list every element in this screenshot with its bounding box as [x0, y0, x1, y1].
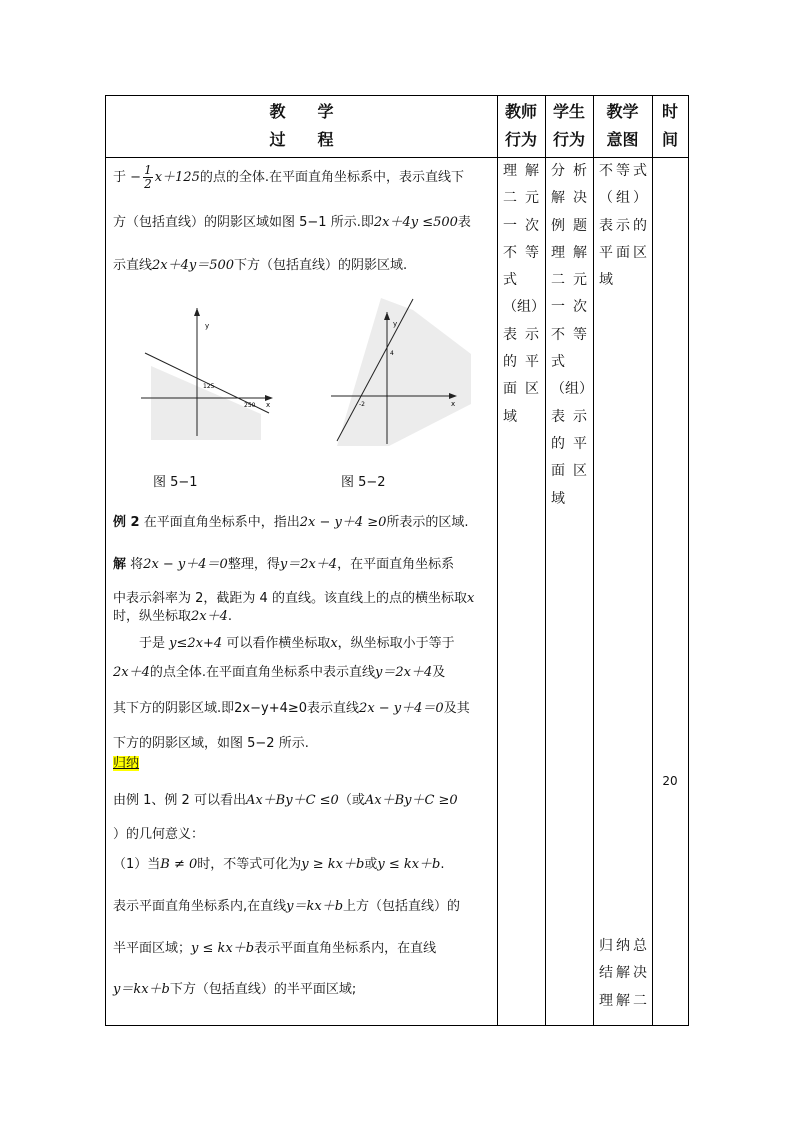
para-line	[113, 211, 493, 230]
math-minus: −	[130, 170, 142, 185]
intent-line: 归纳总	[599, 938, 647, 954]
teacher-line: 表示	[503, 326, 539, 343]
math: y＝2x＋4	[375, 665, 433, 680]
label-y: y	[393, 320, 398, 328]
figure-5-1	[133, 308, 273, 440]
text: 及	[432, 665, 446, 680]
math: x	[466, 591, 475, 606]
math: y≤2x+4	[169, 636, 223, 651]
student-line: 表示	[551, 408, 587, 425]
summary-label: 归纳	[113, 756, 140, 771]
text: 中表示斜率为 2，截距为 4 的直线。该直线上的点的横坐标取	[113, 591, 467, 606]
text: ，纵坐标取小于等于	[337, 636, 455, 651]
label-125: 125	[203, 383, 215, 390]
figure-5-1-caption: 图 5−1	[153, 475, 198, 490]
math: y ≥ kx＋b	[301, 857, 365, 872]
header-process-line2: 过 程	[269, 130, 334, 149]
math: 2x＋4y ≤500	[373, 215, 458, 230]
text: ，在平面直角坐标系	[337, 557, 455, 572]
text: 所表示的区域.	[386, 515, 469, 530]
solution-line	[113, 732, 493, 751]
teacher-behavior-text	[503, 158, 545, 431]
header-teacher	[497, 98, 545, 154]
text: 或	[364, 857, 378, 872]
teacher-line: 一次	[503, 217, 539, 234]
text: 下方的阴影区域，如图 5−2 所示.	[113, 736, 309, 751]
col-divider	[593, 96, 594, 1025]
col-divider	[652, 96, 653, 1025]
text: 方（包括直线）的阴影区域如图 5−1 所示.即	[113, 215, 374, 230]
intent-line: 表示的	[599, 217, 647, 234]
student-line: 分析	[551, 163, 587, 179]
generalization-line	[113, 823, 493, 842]
math: y＝kx＋b	[113, 982, 170, 997]
label-250: 250	[244, 402, 256, 409]
header-student-l2: 行为	[552, 130, 585, 149]
text: 时，不等式可化为	[197, 857, 302, 872]
example-2	[113, 511, 493, 530]
text: 时，纵坐标取	[113, 609, 192, 624]
intent-line: 域	[599, 272, 613, 289]
text: ）的几何意义：	[113, 827, 205, 842]
teacher-line: 面区	[503, 381, 539, 398]
header-time-l1: 时	[661, 102, 678, 121]
math: 2x − y＋4＝0	[143, 557, 228, 572]
label-x: x	[451, 400, 456, 408]
text: 其下方的阴影区域.即	[113, 701, 235, 716]
generalization-line	[113, 937, 493, 956]
generalization-line	[113, 853, 493, 872]
generalization-line	[113, 978, 493, 997]
solution-line	[113, 605, 493, 624]
student-line: 域	[551, 490, 565, 507]
math: x	[330, 636, 338, 651]
header-student-l1: 学生	[552, 102, 585, 121]
math: y ≤ kx＋b	[191, 941, 255, 956]
text: 在平面直角坐标系中，指出	[143, 515, 300, 530]
text: 下方（包括直线）的阴影区域.	[234, 258, 408, 273]
intent-line: 理解二	[599, 992, 647, 1009]
solution-line	[113, 661, 493, 680]
text: .	[440, 857, 445, 872]
col-divider	[545, 96, 546, 1025]
header-intent	[593, 98, 652, 154]
student-line: 解决	[551, 190, 587, 207]
student-line: 不等	[551, 326, 587, 343]
time-value: 20	[662, 774, 678, 788]
solution-label: 解	[113, 557, 127, 572]
student-line: 一次	[551, 299, 587, 316]
math: 2x − y＋4 ≥0	[299, 515, 387, 530]
header-intent-l2: 意图	[606, 130, 639, 149]
text: 由例 1、例 2 可以看出	[113, 793, 246, 808]
header-time	[652, 98, 688, 154]
fraction-denominator: 2	[144, 177, 152, 191]
teacher-line: 的平	[503, 354, 539, 371]
math: 2x＋4y＝500	[152, 258, 235, 273]
math: 2x−y+4≥0	[234, 701, 308, 716]
text: 及其	[443, 701, 470, 716]
text: 表示直线	[307, 701, 360, 716]
teacher-line: 不等	[503, 244, 539, 261]
example-label: 例 2	[113, 515, 140, 530]
header-process	[106, 98, 497, 154]
generalization-line	[113, 895, 493, 914]
label-y: y	[205, 322, 210, 330]
math: y＝kx＋b	[286, 899, 344, 914]
text: 示直线	[113, 258, 153, 273]
student-line: 例题	[551, 217, 587, 234]
math: 2x＋4	[191, 609, 228, 624]
solution-line	[113, 553, 493, 572]
teacher-line: 式	[503, 272, 517, 289]
col-divider	[497, 96, 498, 1025]
text: 半平面区域；	[113, 941, 192, 956]
teacher-line: 二元	[503, 190, 539, 207]
text: 的点全体.在平面直角坐标系中表示直线	[149, 665, 376, 680]
summary-heading	[113, 752, 493, 771]
header-student	[545, 98, 593, 154]
para-line	[113, 254, 493, 273]
math: x＋125	[154, 170, 200, 185]
text: 整理，得	[227, 557, 280, 572]
math: y ≤ kx＋b	[377, 857, 441, 872]
header-intent-l1: 教学	[606, 102, 639, 121]
shaded-region	[337, 298, 471, 446]
intent-line: 结解决	[599, 965, 647, 982]
text: .	[227, 609, 233, 624]
intent-line: （组）	[599, 190, 647, 207]
figure-5-2	[323, 298, 473, 446]
math: B ≠ 0	[160, 857, 198, 872]
text: （或	[338, 793, 365, 808]
text: 表示平面直角坐标系内,在直线	[113, 899, 287, 914]
label-4: 4	[390, 350, 394, 357]
teacher-line: 域	[503, 408, 517, 425]
text: 将	[130, 557, 144, 572]
y-axis-arrow	[194, 308, 200, 316]
solution-line	[113, 587, 493, 606]
student-line: 二元	[551, 272, 587, 289]
text: 上方（包括直线）的	[343, 899, 461, 914]
teacher-line: 理解	[503, 163, 539, 179]
label-x: x	[266, 401, 271, 409]
text: 于	[113, 170, 127, 185]
header-teacher-l2: 行为	[504, 130, 537, 149]
intent-line: 不等式	[599, 163, 647, 179]
student-line: 理解	[551, 244, 587, 261]
fraction	[143, 164, 153, 191]
math: y＝2x＋4	[279, 557, 338, 572]
header-time-l2: 间	[661, 130, 678, 149]
header-process-line1: 教 学	[269, 102, 334, 121]
text: 可以看作横坐标取	[226, 636, 331, 651]
student-line: 式	[551, 354, 565, 371]
intent-text-top	[599, 158, 647, 294]
intent-line: 平面区	[599, 244, 647, 261]
student-line: 的平	[551, 435, 587, 452]
lesson-table	[105, 95, 689, 1026]
header-teacher-l1: 教师	[504, 102, 537, 121]
text: 表示平面直角坐标系内，在直线	[254, 941, 437, 956]
text: 下方（包括直线）的半平面区域;	[169, 982, 357, 997]
math: 2x − y＋4＝0	[359, 701, 444, 716]
text: 的点的全体.在平面直角坐标系中，表示直线下	[199, 170, 464, 185]
generalization-line	[113, 789, 493, 808]
fraction-numerator: 1	[144, 163, 152, 177]
solution-line	[139, 632, 519, 651]
para-line	[113, 164, 493, 191]
text: （1）当	[113, 857, 161, 872]
label-minus-2: -2	[359, 401, 365, 408]
intent-text-bottom	[599, 933, 647, 1015]
student-line: （组）	[551, 381, 593, 398]
teacher-line: （组）	[503, 299, 545, 316]
figure-5-2-caption: 图 5−2	[341, 475, 386, 490]
text: 于是	[139, 636, 166, 651]
text: 表	[457, 215, 471, 230]
math: Ax＋By＋C ≥0	[364, 793, 458, 808]
student-line: 面区	[551, 463, 587, 480]
student-behavior-text	[551, 158, 593, 513]
math: 2x＋4	[113, 665, 150, 680]
math: Ax＋By＋C ≤0	[245, 793, 339, 808]
solution-line	[113, 697, 493, 716]
